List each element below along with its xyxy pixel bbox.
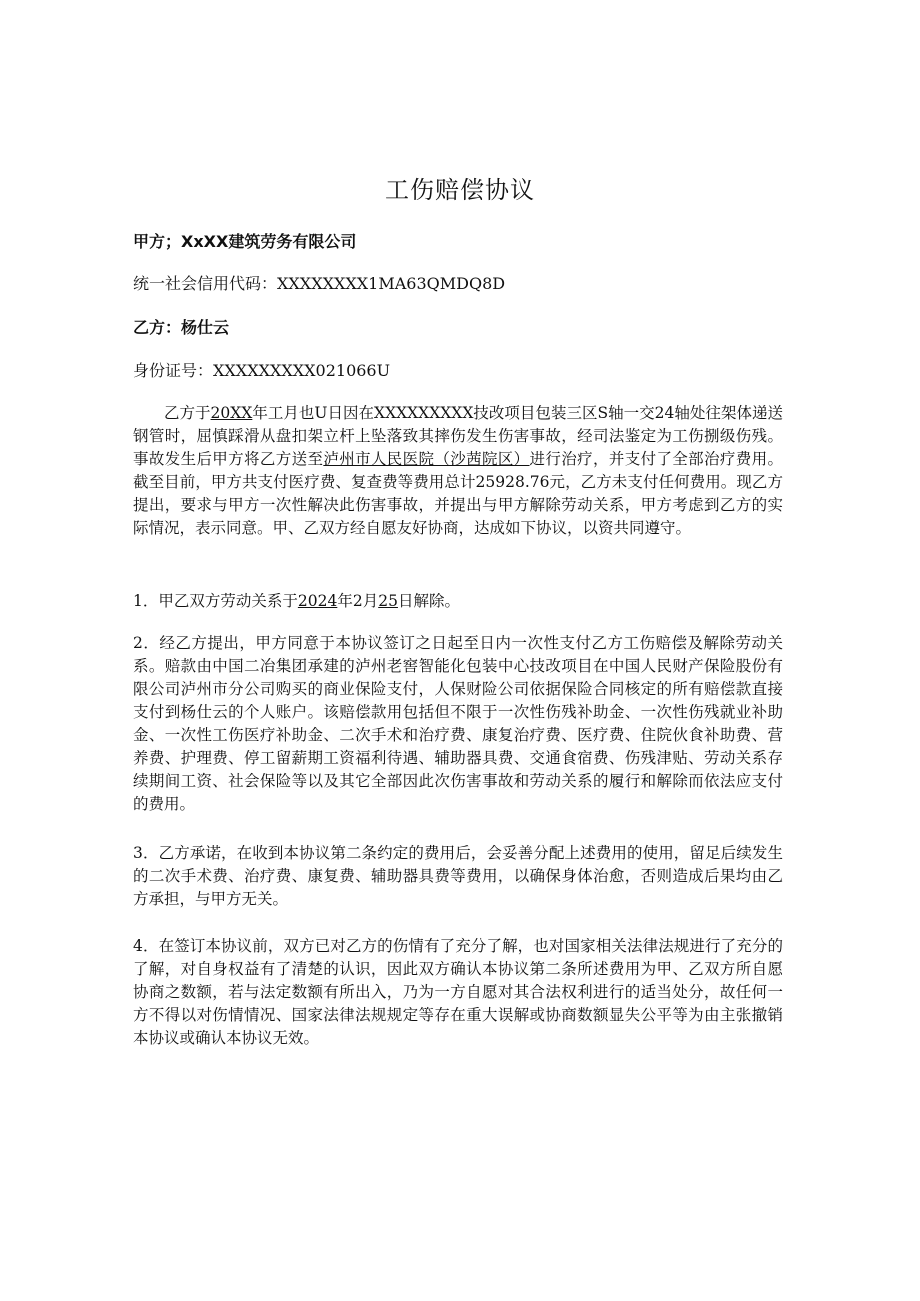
id-number-value: XXXXXXXXX021066U [213, 361, 391, 380]
intro-paragraph [133, 402, 783, 540]
party-a-line [133, 230, 356, 254]
clause-2: 2．经乙方提出，甲方同意于本协议签订之日起至日内一次性支付乙方工伤赔偿及解除劳动关系。赔款由中国二冶集团承建的泸州老窖智能化包装中心技改项目在中国人民财产保险股份有限公司泸州市分公司购买的商业保险支付，人保财险公司依据保险合同核定的所有赔偿款直接支付到杨仕云的个人账户。该赔偿款用包括但不限于一次性伤残补助金、一次性伤残就业补助金、一次性工伤医疗补助金、二次手术和治疗费、康复治疗费、医疗费、住院伙食补助费、营养费、护理费、停工留薪期工资福利待遇、辅助器具费、交通食宿费、伤残津贴、劳动关系存续期间工资、社会保险等以及其它全部因此次伤害事故和劳动关系的履行和解除而依法应支付的费用。 [133, 634, 783, 813]
credit-code-line [133, 272, 505, 296]
credit-code-value: XXXXXXXX1MA63QMDQ8D [277, 274, 506, 293]
id-number-line [133, 359, 390, 383]
accident-year: 20XX [210, 404, 253, 422]
credit-code-label: 统一社会信用代码： [133, 274, 278, 293]
intro-text-3: 技改项目包装三区S轴一交24轴处往架体递送钢管时，屈慎踩滑从盘扣架立杆上坠落致其摔伤发生伤害事故，经司法鉴定为工伤捌级伤残。事故发生后甲方将乙方送至 [133, 404, 783, 468]
party-a-label: 甲方； [133, 232, 182, 251]
clause-4: 4．在签订本协议前，双方已对乙方的伤情有了充分了解，也对国家相关法律法规进行了充分的了解，对自身权益有了清楚的认识，因此双方确认本协议第二条所述费用为甲、乙双方所自愿协商之数额，若与法定数额有所出入，乃为一方自愿对其合法权利进行的适当处分，故任何一方不得以对伤情情况、国家法律法规规定等存在重大误解或协商数额显失公平等为由主张撤销本协议或确认本协议无效。 [133, 937, 783, 1047]
clause-1-text-1: 1．甲乙双方劳动关系于 [133, 592, 298, 610]
project-name: XXXXXXXXX [374, 404, 474, 422]
party-b-line [133, 316, 229, 340]
party-b-label: 乙方： [133, 318, 182, 337]
party-b-name: 杨仕云 [181, 318, 230, 337]
clause-1 [133, 590, 783, 613]
termination-year: 2024 [297, 592, 338, 610]
clause-1-text-3: 日解除。 [397, 592, 460, 610]
party-a-name: XxXX建筑劳务有限公司 [181, 232, 357, 251]
clause-1-text-2: 年2月 [337, 592, 379, 610]
intro-text-2: 年工月也U日因在 [252, 404, 375, 422]
termination-day: 25 [378, 592, 398, 610]
intro-text-4: 进行治疗，并支付了全部治疗费用。截至目前，甲方共支付医疗费、复查费等费用总计25928.76元，乙方未支付任何费用。现乙方提出，要求与甲方一次性解决此伤害事故，并提出与甲方解除劳动关系，甲方考虑到乙方的实际情况，表示同意。甲、乙双方经自愿友好协商，达成如下协议，以资共同遵守。 [133, 450, 783, 537]
intro-text-1: 乙方于 [164, 404, 211, 422]
document-title: 工伤赔偿协议 [385, 176, 535, 204]
clause-3: 3．乙方承诺，在收到本协议第二条约定的费用后，会妥善分配上述费用的使用，留足后续发生的二次手术费、治疗费、康复费、辅助器具费等费用，以确保身体治愈，否则造成后果均由乙方承担，与甲方无关。 [133, 844, 783, 908]
id-label: 身份证号： [133, 361, 214, 380]
hospital-name: 泸州市人民医院（沙茜院区） [323, 450, 530, 468]
